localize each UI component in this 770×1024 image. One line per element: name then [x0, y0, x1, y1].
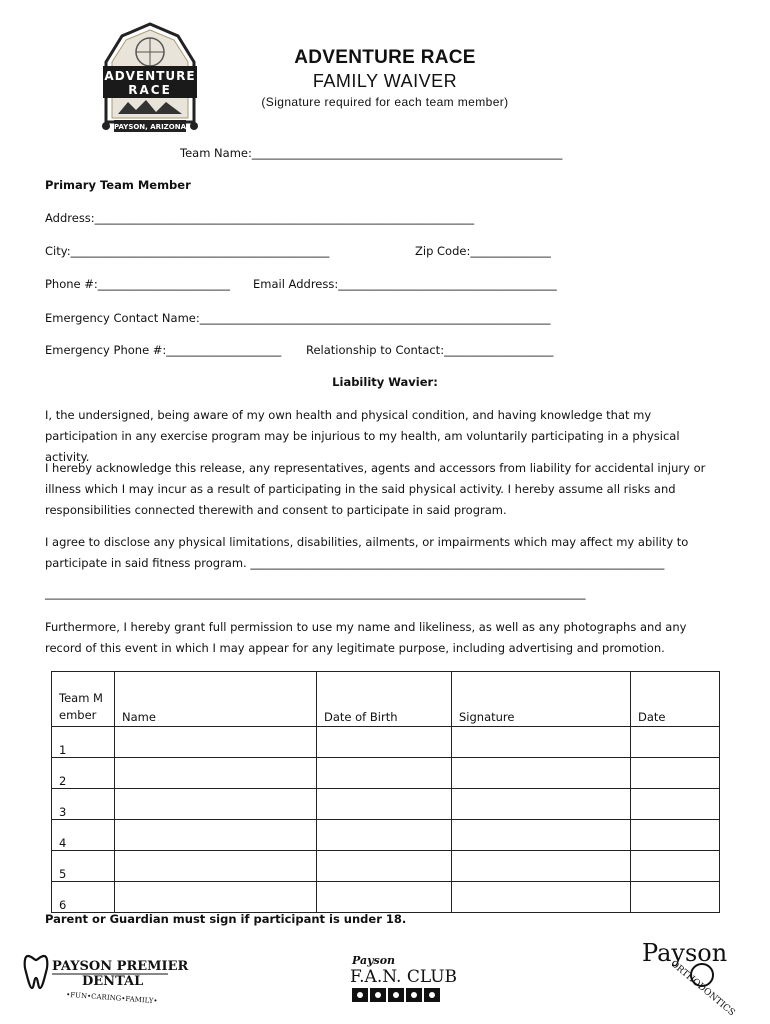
fan-club-top: Payson: [352, 954, 396, 967]
date-cell[interactable]: [631, 758, 720, 789]
waiver-paragraph-4: Furthermore, I hereby grant full permission to use my name and likeliness, as well as any photographs and any record of this event in which I may appear for any legitimate purpose, including advertising and promotion.: [45, 620, 687, 655]
date-cell[interactable]: [631, 789, 720, 820]
payson-orthodontics-logo: [638, 935, 743, 1019]
name-cell[interactable]: [115, 789, 317, 820]
row-number: 2: [52, 758, 115, 789]
date-cell[interactable]: [631, 820, 720, 851]
city-field[interactable]: City:_____________________________________________: [45, 244, 330, 258]
signature-note: (Signature required for each team member): [261, 95, 509, 109]
dental-line1: PAYSON PREMIER: [52, 959, 189, 974]
guardian-note: Parent or Guardian must sign if participant is under 18.: [45, 912, 407, 926]
dental-tagline: •FUN•CARING•FAMILY•: [65, 990, 158, 1006]
row-number: 6: [52, 882, 115, 913]
waiver-paragraph-2: I hereby acknowledge this release, any representatives, agents and accessors from liability for accidental injury or illness which I may incur as a result of participating in the said physical activity. I hereby assume all risks and responsibilities connected therewith and consent to participate in said program.: [45, 461, 706, 517]
dob-cell[interactable]: [317, 789, 452, 820]
ortho-main: Payson: [642, 939, 728, 967]
payson-premier-dental-logo: [22, 948, 189, 1008]
name-cell[interactable]: [115, 820, 317, 851]
row-number: 4: [52, 820, 115, 851]
email-field[interactable]: Email Address:______________________________________: [253, 277, 557, 291]
table-row: [52, 727, 720, 758]
relationship-field[interactable]: Relationship to Contact:___________________: [306, 343, 554, 357]
emergency-contact-field[interactable]: Emergency Contact Name:_____________________________________________________________: [45, 311, 551, 325]
dob-cell[interactable]: [317, 727, 452, 758]
date-cell[interactable]: [631, 727, 720, 758]
dob-cell[interactable]: [317, 758, 452, 789]
dob-cell[interactable]: [317, 882, 452, 913]
emergency-phone-field[interactable]: Emergency Phone #:____________________: [45, 343, 282, 357]
phone-field[interactable]: Phone #:_______________________: [45, 277, 231, 291]
table-row: [52, 882, 720, 913]
row-number: 3: [52, 789, 115, 820]
form-title: ADVENTURE RACE: [294, 47, 476, 68]
waiver-paragraph-3[interactable]: I agree to disclose any physical limitations, disabilities, ailments, or impairments which may affect my ability to participate in said fitness program. ________________________________________________________________________: [45, 535, 689, 570]
signature-cell[interactable]: [452, 789, 631, 820]
dob-cell[interactable]: [317, 851, 452, 882]
logo-banner: PAYSON, ARIZONA: [114, 123, 186, 131]
signature-cell[interactable]: [452, 851, 631, 882]
name-cell[interactable]: [115, 882, 317, 913]
name-cell[interactable]: [115, 727, 317, 758]
row-number: 1: [52, 727, 115, 758]
disclosure-blank-line[interactable]: ______________________________________________________________________________________________: [45, 586, 586, 600]
header-team-member: Team Member: [52, 672, 115, 727]
payson-fan-club-logo: [340, 950, 458, 1012]
date-cell[interactable]: [631, 851, 720, 882]
header-date-of-birth: Date of Birth: [317, 672, 452, 727]
waiver-heading: Liability Wavier:: [332, 375, 438, 389]
fan-club-main: F.A.N. CLUB: [350, 967, 458, 987]
signature-cell[interactable]: [452, 758, 631, 789]
logo-line2: RACE: [128, 83, 172, 97]
adventure-race-logo: [100, 22, 200, 138]
primary-member-heading: Primary Team Member: [45, 178, 191, 192]
row-number: 5: [52, 851, 115, 882]
team-name-field[interactable]: Team Name:______________________________________________________: [180, 146, 563, 160]
name-cell[interactable]: [115, 851, 317, 882]
dob-cell[interactable]: [317, 820, 452, 851]
zip-field[interactable]: Zip Code:______________: [415, 244, 551, 258]
dental-line2: DENTAL: [82, 974, 144, 989]
header-name: Name: [115, 672, 317, 727]
table-row: [52, 820, 720, 851]
table-row: [52, 789, 720, 820]
signature-cell[interactable]: [452, 727, 631, 758]
table-row: [52, 758, 720, 789]
signature-cell[interactable]: [452, 882, 631, 913]
header-date: Date: [631, 672, 720, 727]
team-member-table: [51, 671, 720, 913]
date-cell[interactable]: [631, 882, 720, 913]
name-cell[interactable]: [115, 758, 317, 789]
form-subtitle: FAMILY WAIVER: [312, 71, 458, 91]
address-field[interactable]: Address:__________________________________________________________________: [45, 211, 475, 225]
table-header-row: [52, 672, 720, 727]
logo-line1: ADVENTURE: [104, 69, 196, 83]
signature-cell[interactable]: [452, 820, 631, 851]
table-row: [52, 851, 720, 882]
waiver-paragraph-1: I, the undersigned, being aware of my own health and physical condition, and having knowledge that my participation in any exercise program may be injurious to my health, am voluntarily participating in a physical activity.: [45, 408, 680, 464]
header-signature: Signature: [452, 672, 631, 727]
ortho-sub: ORTHODONTICS: [668, 959, 737, 1019]
